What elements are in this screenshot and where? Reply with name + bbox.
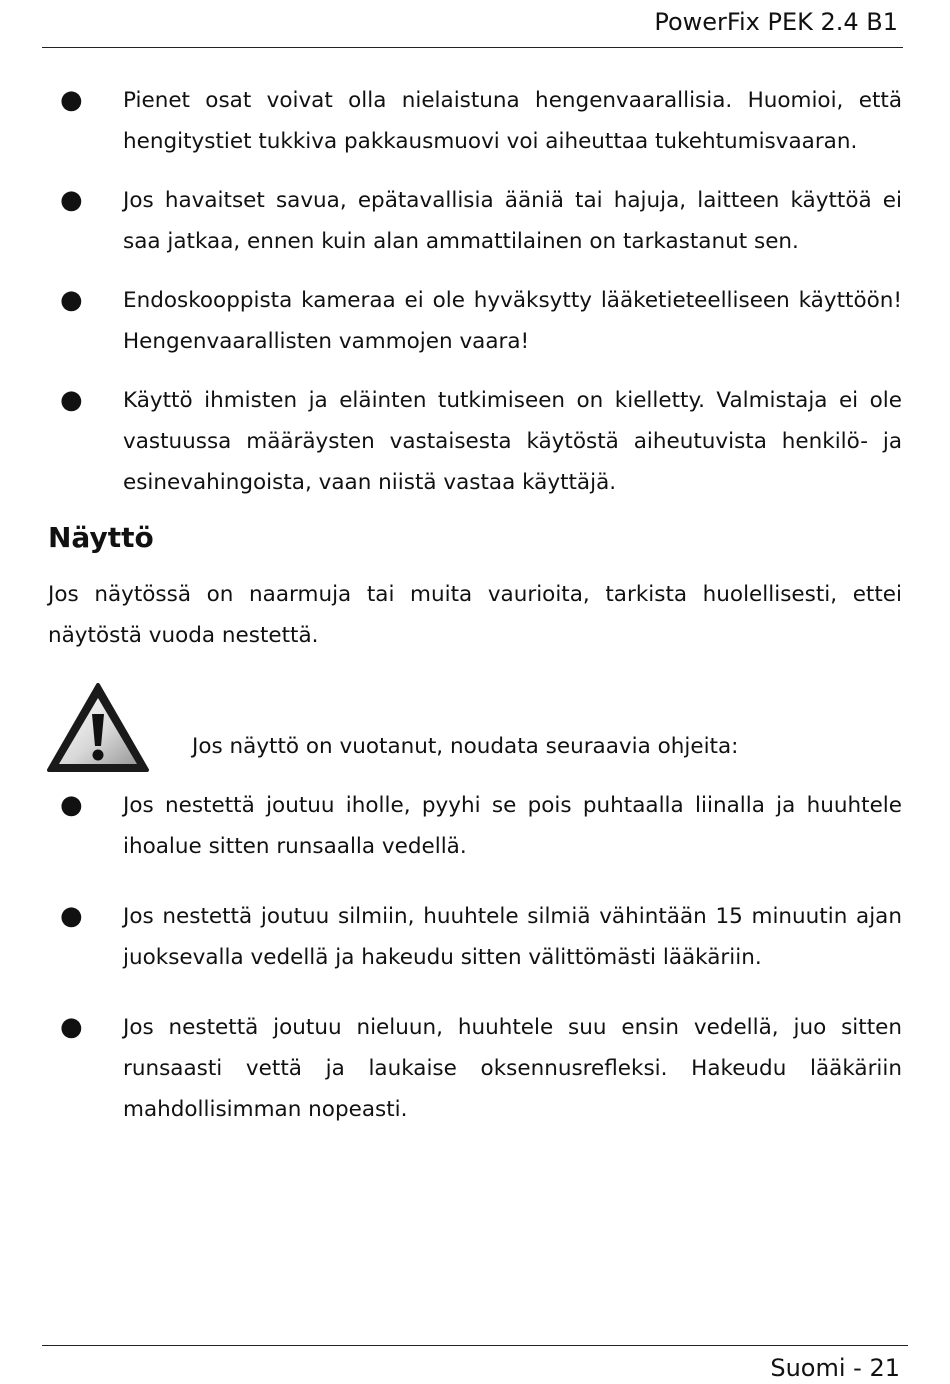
display-damage-paragraph: Jos näytössä on naarmuja tai muita vaurioita, tarkista huolellisesti, ettei näytöstä vuoda nestettä. — [48, 582, 902, 648]
warning-triangle-icon — [46, 682, 150, 774]
list-item — [0, 380, 950, 503]
list-item — [0, 280, 950, 362]
leak-instructions-list — [0, 785, 950, 1159]
document-header-title: PowerFix PEK 2.4 B1 — [654, 8, 898, 36]
list-item-text: Jos nestettä joutuu silmiin, huuhtele silmiä vähintään 15 minuutin ajan juoksevalla vedellä ja hakeudu sitten välittömästi lääkäriin. — [123, 904, 902, 970]
list-item — [0, 785, 950, 867]
list-item-text: Käyttö ihmisten ja eläinten tutkimiseen on kielletty. Valmistaja ei ole vastuussa määräysten vastaisesta käytöstä aiheutuvista henkilö- ja esinevahingoista, vaan niistä vastaa käyttäjä. — [123, 388, 902, 495]
warning-text: Jos näyttö on vuotanut, noudata seuraavia ohjeita: — [192, 734, 739, 759]
list-item-text: Pienet osat voivat olla nielaistuna hengenvaarallisia. Huomioi, että hengitystiet tukkiva pakkausmuovi voi aiheuttaa tukehtumisvaaran. — [123, 88, 902, 154]
list-item-text: Endoskooppista kameraa ei ole hyväksytty lääketieteelliseen käyttöön! Hengenvaarallisten vammojen vaara! — [123, 288, 902, 354]
bullet-icon: ● — [60, 901, 83, 931]
bullet-icon: ● — [60, 1012, 83, 1042]
bullet-icon: ● — [60, 790, 83, 820]
list-item — [0, 1007, 950, 1130]
header-divider — [42, 47, 903, 48]
section-heading-display: Näyttö — [48, 521, 154, 554]
footer-page-number: Suomi - 21 — [770, 1354, 900, 1382]
bullet-icon: ● — [60, 385, 83, 415]
list-item — [0, 180, 950, 262]
bullet-icon: ● — [60, 85, 83, 115]
list-item-text: Jos nestettä joutuu iholle, pyyhi se pois puhtaalla liinalla ja huuhtele ihoalue sitten runsaalla vedellä. — [123, 793, 902, 859]
list-item-text: Jos havaitset savua, epätavallisia ääniä tai hajuja, laitteen käyttöä ei saa jatkaa, ennen kuin alan ammattilainen on tarkastanut sen. — [123, 188, 902, 254]
list-item-text: Jos nestettä joutuu nieluun, huuhtele suu ensin vedellä, juo sitten runsaasti vettä ja laukaise oksennusrefleksi. Hakeudu lääkäriin mahdollisimman nopeasti. — [123, 1015, 902, 1122]
bullet-icon: ● — [60, 285, 83, 315]
list-item — [0, 896, 950, 978]
bullet-icon: ● — [60, 185, 83, 215]
footer-divider — [42, 1345, 908, 1346]
safety-bullet-list — [0, 80, 950, 521]
list-item — [0, 80, 950, 162]
